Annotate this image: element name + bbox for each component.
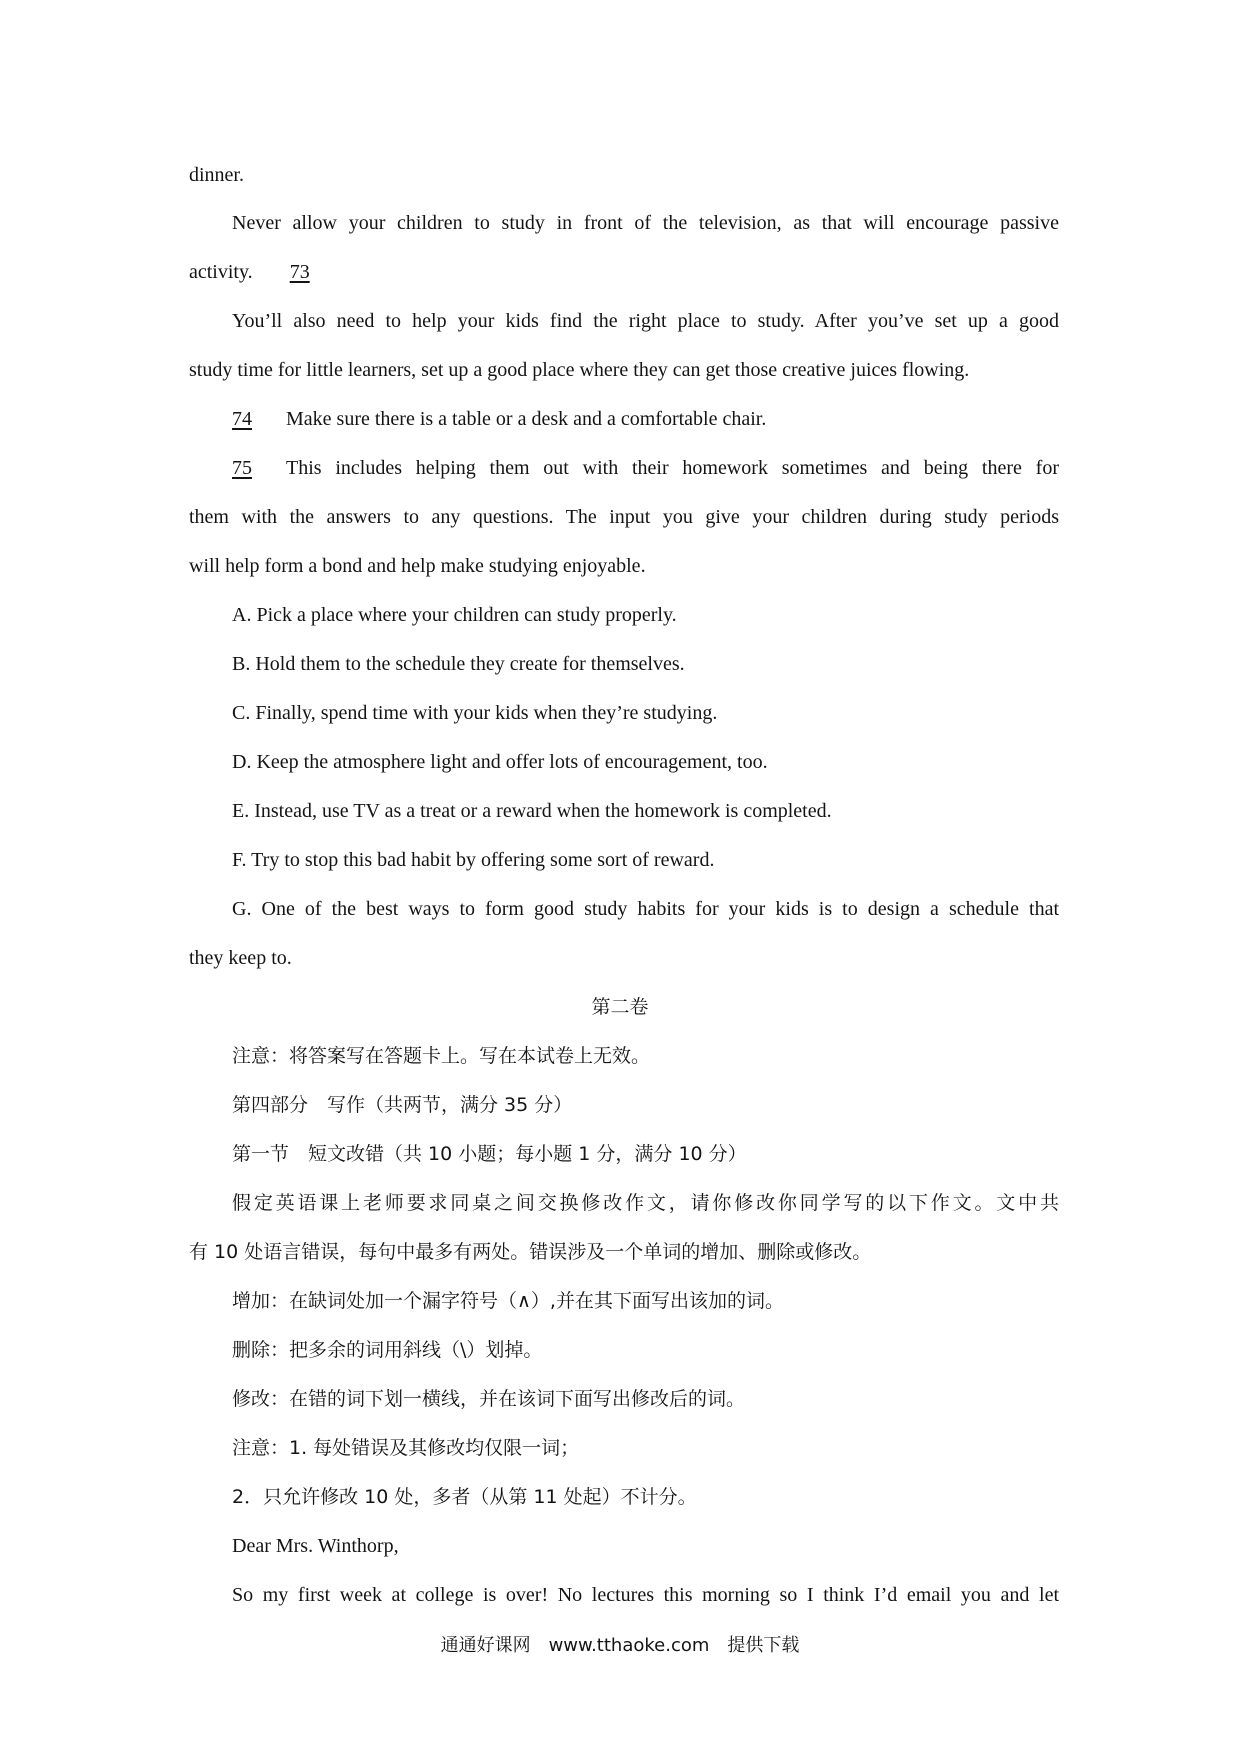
passage-line: study time for little learners, set up a good place where they can get those creative juices flowing. xyxy=(189,359,970,381)
rule-delete: 删除：把多余的词用斜线（\）划掉。 xyxy=(232,1339,543,1361)
rule-add: 增加：在缺词处加一个漏字符号（∧）,并在其下面写出该加的词。 xyxy=(232,1290,784,1312)
answer-blank-73: 73 xyxy=(289,261,310,283)
option-f: F. Try to stop this bad habit by offering some sort of reward. xyxy=(232,849,715,871)
passage-text: Make sure there is a table or a desk and a comfortable chair. xyxy=(286,408,767,430)
letter-salutation: Dear Mrs. Winthorp, xyxy=(232,1535,399,1557)
note-1: 注意：1. 每处错误及其修改均仅限一词； xyxy=(232,1437,580,1459)
note-2: 2．只允许修改 10 处，多者（从第 11 处起）不计分。 xyxy=(232,1486,697,1508)
passage-line: dinner. xyxy=(189,164,244,186)
instruction-line: 有 10 处语言错误，每句中最多有两处。错误涉及一个单词的增加、删除或修改。 xyxy=(189,1241,872,1263)
option-g: G. One of the best ways to form good study habits for your kids is to design a schedule that xyxy=(232,898,1059,920)
answer-blank-75: 75 xyxy=(232,457,252,479)
passage-text: activity. xyxy=(189,261,253,283)
passage-line xyxy=(232,455,1059,481)
option-a: A. Pick a place where your children can study properly. xyxy=(232,604,677,626)
option-d: D. Keep the atmosphere light and offer lots of encouragement, too. xyxy=(232,751,768,773)
passage-line: will help form a bond and help make studying enjoyable. xyxy=(189,555,646,577)
section-heading: 第一节 短文改错（共 10 小题；每小题 1 分，满分 10 分） xyxy=(232,1143,747,1165)
option-e: E. Instead, use TV as a treat or a reward when the homework is completed. xyxy=(232,800,832,822)
passage-line xyxy=(232,406,1059,432)
passage-line: Never allow your children to study in front of the television, as that will encourage passive xyxy=(232,212,1059,234)
answer-blank-74: 74 xyxy=(232,408,252,430)
rule-modify: 修改：在错的词下划一横线，并在该词下面写出修改后的词。 xyxy=(232,1388,746,1410)
passage-text: This includes helping them out with their homework sometimes and being there for xyxy=(286,457,1059,479)
option-g-continued: they keep to. xyxy=(189,947,292,969)
option-c: C. Finally, spend time with your kids when they’re studying. xyxy=(232,702,718,724)
section-title: 第二卷 xyxy=(591,996,649,1018)
passage-line: them with the answers to any questions. The input you give your children during study periods xyxy=(189,506,1059,528)
page-footer: 通通好课网 www.tthaoke.com 提供下载 xyxy=(440,1635,800,1656)
letter-line: So my first week at college is over! No lectures this morning so I think I’d email you and let xyxy=(232,1584,1059,1606)
passage-line xyxy=(189,259,1059,285)
part-heading: 第四部分 写作（共两节，满分 35 分） xyxy=(232,1094,573,1116)
notice-text: 注意：将答案写在答题卡上。写在本试卷上无效。 xyxy=(232,1045,651,1067)
option-b: B. Hold them to the schedule they create for themselves. xyxy=(232,653,685,675)
instruction-line: 假定英语课上老师要求同桌之间交换修改作文，请你修改你同学写的以下作文。文中共 xyxy=(232,1192,1059,1214)
passage-line: You’ll also need to help your kids find the right place to study. After you’ve set up a good xyxy=(232,310,1059,332)
